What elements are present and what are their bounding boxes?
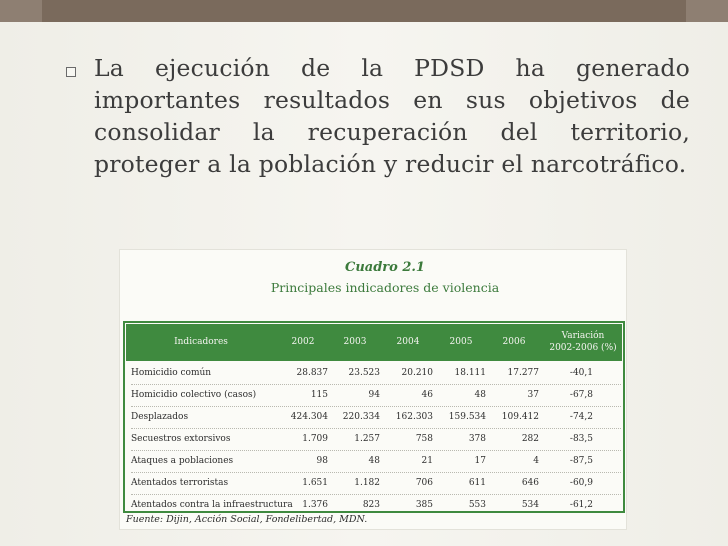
cell-2005: 159.534 xyxy=(448,412,486,422)
cell-2006: 17.277 xyxy=(507,368,539,378)
cell-2002: 98 xyxy=(316,456,328,466)
cell-2003: 94 xyxy=(368,390,380,400)
cell-variacion: -61,2 xyxy=(569,500,593,510)
table-caption: Cuadro 2.1 xyxy=(345,260,425,275)
data-table xyxy=(123,321,625,513)
violence-indicators-table-figure xyxy=(120,250,626,529)
cell-2002: 115 xyxy=(310,390,328,400)
row-label: Homicidio colectivo (casos) xyxy=(131,390,257,400)
cell-2005: 553 xyxy=(468,500,486,510)
cell-2003: 220.334 xyxy=(342,412,380,422)
header-2004: 2004 xyxy=(396,337,420,347)
top-bar-right-accent xyxy=(686,0,728,22)
cell-2003: 1.182 xyxy=(354,478,380,488)
row-label: Desplazados xyxy=(131,412,189,422)
row-label: Homicidio común xyxy=(131,368,212,378)
header-indicadores: Indicadores xyxy=(174,337,228,347)
cell-2002: 424.304 xyxy=(290,412,328,422)
cell-2002: 1.376 xyxy=(302,500,328,510)
cell-2006: 646 xyxy=(521,478,539,488)
cell-2005: 378 xyxy=(468,434,486,444)
table-row xyxy=(131,472,621,495)
header-variacion-line2: 2002-2006 (%) xyxy=(549,343,617,353)
cell-2006: 109.412 xyxy=(501,412,539,422)
cell-2004: 162.303 xyxy=(395,412,433,422)
cell-2006: 534 xyxy=(521,500,539,510)
cell-variacion: -83,5 xyxy=(569,434,593,444)
cell-2004: 46 xyxy=(421,390,433,400)
row-label: Atentados contra la infraestructura xyxy=(131,500,293,510)
cell-variacion: -40,1 xyxy=(569,368,593,378)
cell-variacion: -87,5 xyxy=(569,456,593,466)
bullet-paragraph: La ejecución de la PDSD ha generado importantes resultados en sus objetivos de consolidar la recuperación del territorio, proteger a la población y reducir el narcotráfico. xyxy=(94,54,690,178)
table-header xyxy=(126,324,622,361)
cell-2002: 1.709 xyxy=(302,434,328,444)
top-bar xyxy=(0,0,728,22)
cell-variacion: -74,2 xyxy=(569,412,593,422)
cell-2006: 282 xyxy=(521,434,539,444)
table-source: Fuente: Dijin, Acción Social, Fondelibertad, MDN. xyxy=(126,514,368,525)
table-subtitle: Principales indicadores de violencia xyxy=(270,280,500,295)
table-row xyxy=(131,362,621,385)
header-2005: 2005 xyxy=(449,337,473,347)
table-row xyxy=(131,428,621,451)
table-row xyxy=(131,450,621,473)
header-variacion-line1: Variación xyxy=(561,331,605,341)
cell-2006: 37 xyxy=(527,390,539,400)
header-2002: 2002 xyxy=(291,337,315,347)
cell-2002: 1.651 xyxy=(302,478,328,488)
row-label: Secuestros extorsivos xyxy=(131,434,231,444)
cell-2004: 385 xyxy=(415,500,433,510)
cell-2004: 21 xyxy=(421,456,433,466)
cell-2004: 20.210 xyxy=(401,368,433,378)
cell-2003: 1.257 xyxy=(354,434,380,444)
header-2003: 2003 xyxy=(343,337,367,347)
cell-2003: 23.523 xyxy=(348,368,380,378)
cell-2004: 706 xyxy=(415,478,433,488)
table-row xyxy=(131,384,621,407)
cell-2004: 758 xyxy=(415,434,433,444)
row-label: Ataques a poblaciones xyxy=(131,456,234,466)
cell-2002: 28.837 xyxy=(296,368,328,378)
cell-2005: 18.111 xyxy=(454,368,486,378)
cell-2005: 611 xyxy=(468,478,486,488)
table-row xyxy=(131,406,621,429)
cell-2003: 823 xyxy=(362,500,380,510)
cell-2003: 48 xyxy=(368,456,380,466)
bullet-square-icon xyxy=(66,67,76,77)
cell-2006: 4 xyxy=(533,456,539,466)
cell-2005: 17 xyxy=(474,456,486,466)
cell-variacion: -60,9 xyxy=(569,478,593,488)
table-row xyxy=(131,494,621,516)
header-variacion xyxy=(546,324,620,361)
cell-variacion: -67,8 xyxy=(569,390,593,400)
header-2006: 2006 xyxy=(502,337,526,347)
cell-2005: 48 xyxy=(474,390,486,400)
row-label: Atentados terroristas xyxy=(131,478,229,488)
top-bar-left-accent xyxy=(0,0,42,22)
